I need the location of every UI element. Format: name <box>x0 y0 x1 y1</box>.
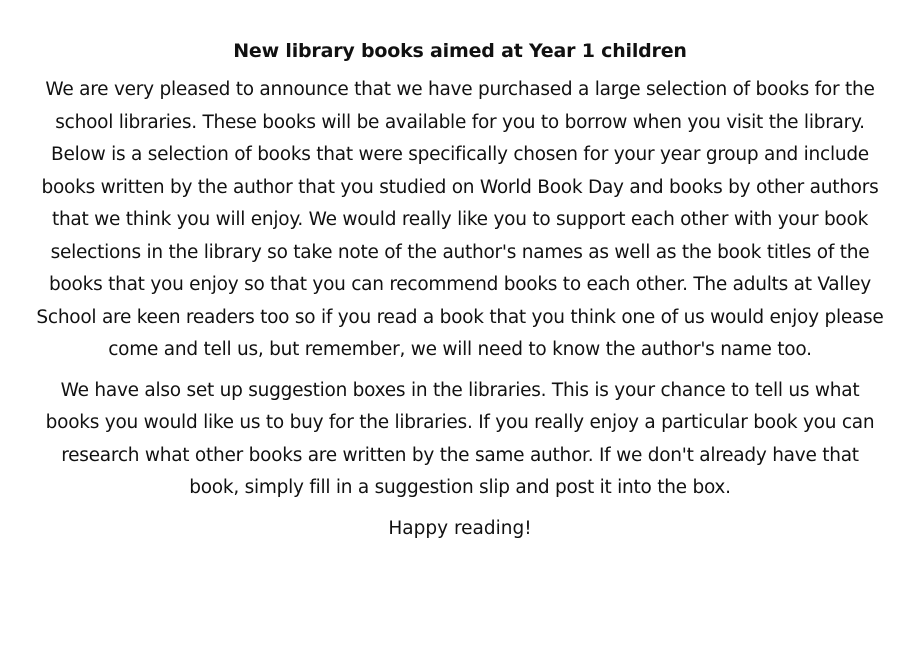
suggestion-boxes-paragraph: We have also set up suggestion boxes in the libraries. This is your chance to tell us what books you would like us to buy for the libraries. If you really enjoy a particular book you can research what other books are written by the same author. If we don't already have that book, simply fill in a suggestion slip and post it into the box. <box>45 379 875 498</box>
page-title: New library books aimed at Year 1 children <box>233 40 687 62</box>
announcement-paragraph: We are very pleased to announce that we have purchased a large selection of books for the school libraries. These books will be available for you to borrow when you visit the library. Below is a selection of books that were specifically chosen for your year group and include books written by the author that you studied on World Book Day and books by other authors that we think you will enjoy. We would really like you to support each other with your book selections in the library so take note of the author's names as well as the book titles of the books that you enjoy so that you can recommend books to each other. The adults at Valley School are keen readers too so if you read a book that you think one of us would enjoy please come and tell us, but remember, we will need to know the author's name too. <box>36 79 884 360</box>
closing-line: Happy reading! <box>388 517 532 539</box>
